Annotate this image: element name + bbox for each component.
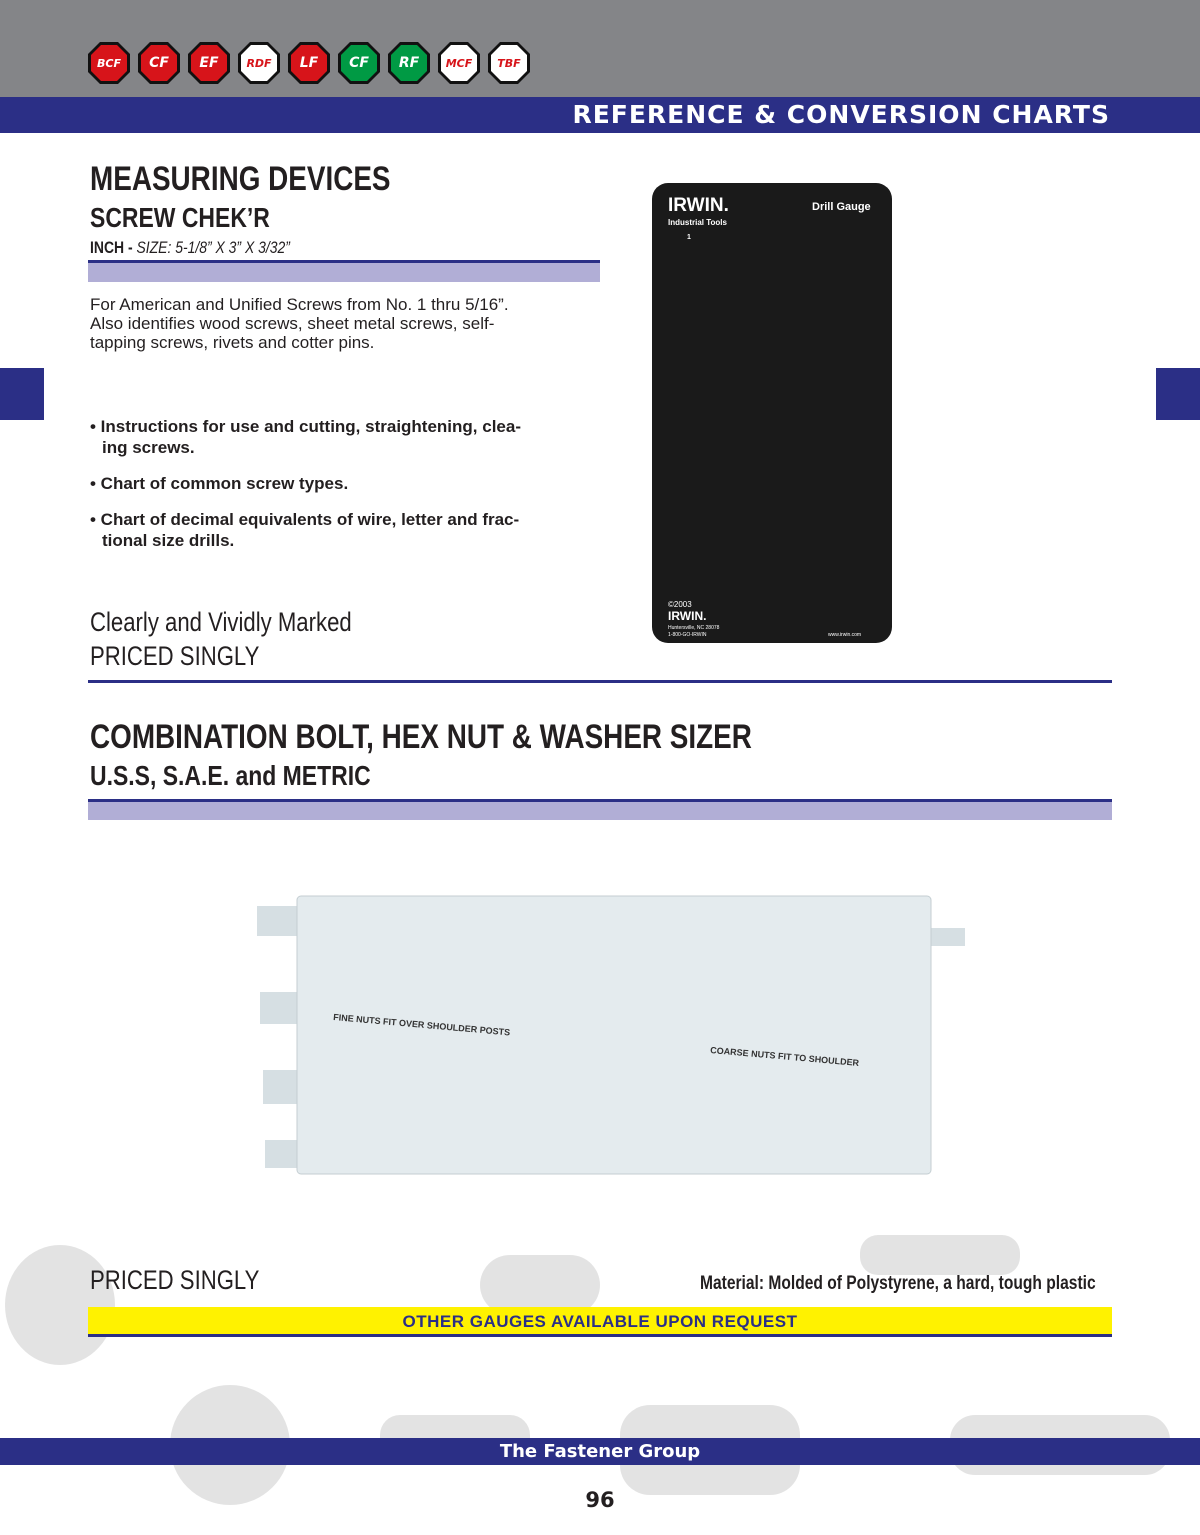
sizer-subtitle: U.S.S, S.A.E. and METRIC	[90, 760, 371, 791]
brand-logo: RF	[386, 40, 432, 86]
sizer-svg	[255, 888, 975, 1178]
footer-band	[0, 1438, 1200, 1465]
sizer-title: COMBINATION BOLT, HEX NUT & WASHER SIZER	[90, 718, 752, 756]
brand-logos	[86, 40, 532, 86]
gauge-copyright: ©2003	[668, 600, 692, 609]
bullet-text: • Chart of decimal equivalents of wire, letter and frac-	[90, 510, 520, 529]
screw-chekr-subtitle: SCREW CHEK’R	[90, 202, 270, 233]
notice-banner	[88, 1307, 1112, 1337]
brand-logo: MCF	[436, 40, 482, 86]
gauge-web: www.irwin.com	[828, 632, 862, 638]
gauge-brand-sub: Industrial Tools	[668, 218, 727, 227]
brand-logo: BCF	[86, 40, 132, 86]
drill-gauge-image	[652, 183, 892, 643]
size-spec	[90, 238, 290, 258]
section-header-band	[0, 97, 1200, 133]
top-header-bar	[0, 0, 1200, 97]
pricing-text: PRICED SINGLY	[90, 641, 260, 671]
brand-logo: LF	[286, 40, 332, 86]
material-note: Material: Molded of Polystyrene, a hard, tough plastic	[700, 1273, 1096, 1294]
screw-chekr-description	[90, 295, 600, 352]
fine-nuts-label: FINE NUTS FIT OVER SHOULDER POSTS	[332, 1012, 511, 1038]
notice-text: OTHER GAUGES AVAILABLE UPON REQUEST	[402, 1312, 798, 1331]
right-side-tab	[1156, 368, 1200, 420]
size-value: SIZE: 5-1/8” X 3” X 3/32”	[136, 238, 290, 257]
brand-logo: RDF	[236, 40, 282, 86]
gauge-label: Drill Gauge	[812, 201, 871, 213]
description-line: tapping screws, rivets and cotter pins.	[90, 333, 375, 352]
gauge-fraction-num: 1	[687, 234, 691, 241]
page-number: 96	[585, 1488, 615, 1512]
gauge-footer-brand: IRWIN.	[668, 609, 707, 623]
left-side-tab	[0, 368, 44, 420]
description-line: For American and Unified Screws from No. 1 thru 5/16”.	[90, 295, 509, 314]
lavender-band	[88, 263, 600, 282]
bolt-nut-washer-sizer-image	[255, 888, 975, 1178]
size-prefix: INCH -	[90, 238, 133, 257]
brand-logo: EF	[186, 40, 232, 86]
tool-silhouette	[5, 1245, 115, 1365]
brand-logo: CF	[336, 40, 382, 86]
bullet-text-cont: ing screws.	[102, 438, 195, 457]
brand-logo: CF	[136, 40, 182, 86]
bullet-item	[90, 473, 600, 494]
power-tools-watermark	[0, 1215, 1200, 1535]
bullet-text-cont: tional size drills.	[102, 531, 235, 550]
bullet-text: • Instructions for use and cutting, straightening, clea-	[90, 417, 521, 436]
drill-gauge-svg	[652, 183, 892, 643]
gauge-brand: IRWIN.	[668, 195, 729, 216]
tool-silhouette	[860, 1235, 1020, 1275]
description-line: Also identifies wood screws, sheet metal screws, self-	[90, 314, 495, 333]
bullet-item	[90, 416, 600, 458]
sizer-body	[297, 896, 931, 1174]
sizer-pricing: PRICED SINGLY	[90, 1265, 260, 1295]
section-divider	[88, 680, 1112, 683]
measuring-devices-title: MEASURING DEVICES	[90, 160, 391, 198]
lavender-band	[88, 802, 1112, 820]
section-title: REFERENCE & CONVERSION CHARTS	[572, 100, 1110, 129]
gauge-address: Huntersville, NC 28078	[668, 625, 720, 631]
coarse-nuts-label: COARSE NUTS FIT TO SHOULDER	[709, 1045, 860, 1069]
bullet-text: • Chart of common screw types.	[90, 474, 349, 493]
company-name: The Fastener Group	[499, 1441, 701, 1462]
tool-silhouette	[480, 1255, 600, 1315]
bullet-item	[90, 509, 600, 551]
brand-logo: TBF	[486, 40, 532, 86]
marking-text: Clearly and Vividly Marked	[90, 607, 352, 637]
gauge-phone: 1-800-GO-IRWIN	[668, 632, 707, 638]
